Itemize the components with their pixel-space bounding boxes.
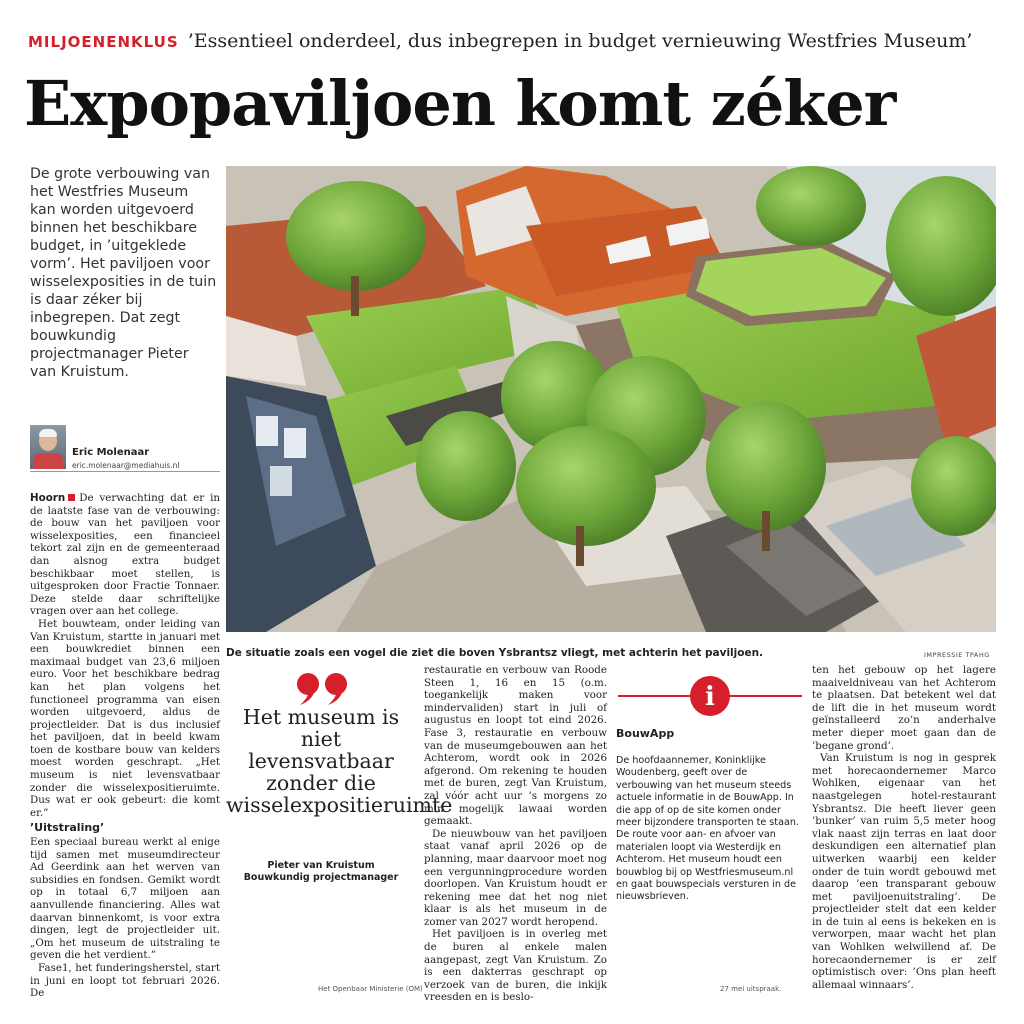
intro-text: De grote verbouwing van het Westfries Museum kan worden uitgevoerd binnen het beschikbare budget, in ’uitgeklede vorm’. Het paviljoen voor wisselexposities in de tuin is daar zéker bij inbegrepen. Dat zegt bouwkundig projectmanager Pieter van Kruistum. <box>30 166 217 380</box>
museum-impression-illustration <box>226 166 996 632</box>
dateline-place: Hoorn <box>30 492 66 504</box>
body-paragraph: Het bouwteam, onder leiding van Van Kruistum, startte in januari met een bouwkrediet binnen een maximaal budget van 23,6 miljoen euro. Voor het beschikbare bedrag kan het plan volgens het functioneel programma van eisen worden uitgevoerd, aldus de projectleider. Dat is dus inclusief het paviljoen, dat in beeld kwam toen de kostbare bouw van kelders moest worden geschrapt. „Het museum is niet levensvatbaar zonder die wisselexpositieruimte. Dus wat er ook gebeurt: die komt er.” <box>30 617 220 819</box>
author-name: Eric Molenaar <box>72 447 150 458</box>
quote-role: Bouwkundig projectmanager <box>243 872 399 883</box>
photo-caption: De situatie zoals een vogel die ziet die boven Ysbrantsz vliegt, met achterin het paviljoen. <box>226 647 764 659</box>
body-paragraph: De nieuwbouw van het paviljoen staat vanaf april 2026 op de planning, maar daarvoor moet nog een vergunningprocedure worden doorlopen. Van Kruistum houdt er rekening mee dat het nog niet klaar is als het museum in de zomer van 2027 wordt heropend. <box>424 827 607 928</box>
body-paragraph: Een speciaal bureau werkt al enige tijd samen met museumdirecteur Ad Geerdink aan het werven van subsidies en fondsen. Gemikt wordt op in totaal 6,7 miljoen aan aanvullende financiering. Alles wat daarvan binnenkomt, is voor extra dingen, legt de projectleider uit. „Om het museum de uitstraling te geven die het verdient.” <box>30 836 220 962</box>
info-icon <box>690 676 730 716</box>
body-paragraph: Van Kruistum is nog in gesprek met horecaondernemer Marco Wohlken, eigenaar van het naastgelegen hotel-restaurant Ysbrantsz. Die heeft liever geen ’bunker’ van ruim 5,5 meter hoog vlak naast zijn terras en laat door deskundigen een alternatief plan uitwerken waarbij een kelder onder de tuin wordt gebouwd met daarop ’een transparant gebouw met paviljoenuitstraling’. De projectleider stelt dat een kelder in de tuin al eens is bekeken en is verworpen, maar wacht het plan van Wohlken welwillend af. De horecaondernemer is er zelf optimistisch over: ’Ons plan heeft allemaal winnaars’. <box>812 752 996 991</box>
body-paragraph: ten het gebouw op het lagere maaiveldniveau van het Achterom te plaatsen. Dat betekent wel dat de lift die in het museum wordt geïnstalleerd zo’n anderhalve meter dieper moet gaan dan de ’begane grond’. <box>812 664 996 752</box>
body-paragraph: Fase1, het funderingsherstel, start in juni en loopt tot februari 2026. De <box>30 961 220 1000</box>
quote-text: Het museum is niet levensvatbaar zonder die wisselexpositieruimte <box>226 705 453 817</box>
body-paragraph: De verwachting dat er in de laatste fase van de verbouwing: de bouw van het paviljoen voor wisselexposities, een financieel tekort zal zijn en de gemeenteraad dan alsnog extra budget beschikbaar moet stellen, is uitgesproken door Fractie Tonnaer. Deze stelde daar schriftelijke vragen over aan het college. <box>30 492 220 618</box>
article-column-5 <box>812 664 996 991</box>
photo-credit: IMPRESSIE TPAHG <box>924 651 990 659</box>
body-paragraph: restauratie en verbouw van Roode Steen 1, 16 en 15 (o.m. toegankelijk maken voor mindervaliden) start in juli of augustus en loopt tot eind 2026. Fase 3, restauratie en verbouw van de museumgebouwen aan het Achterom, wordt ook in 2026 afgerond. Om rekening te houden met de buren, zegt Van Kruistum, zal vóór acht uur ’s morgens zo min mogelijk lawaai worden gemaakt. <box>424 664 607 828</box>
subheading: ’Uitstraling’ <box>30 821 105 835</box>
headline: Expopaviljoen komt zéker <box>24 67 896 140</box>
footer-teaser-right: 27 mei uitspraak. <box>720 985 782 993</box>
article-column-1 <box>30 492 220 1000</box>
kicker-tag: MILJOENENKLUS <box>28 33 179 51</box>
article-column-3 <box>424 664 607 1004</box>
article-photo <box>226 166 996 632</box>
quote-name: Pieter van Kruistum <box>267 860 375 871</box>
footer-teaser-left: Het Openbaar Ministerie (OM) <box>318 985 423 993</box>
author-byline <box>30 425 220 475</box>
author-divider <box>30 471 220 472</box>
kicker-subtitle: ’Essentieel onderdeel, dus inbegrepen in budget vernieuwing Westfries Museum’ <box>187 30 973 52</box>
quote-attribution <box>226 860 416 884</box>
info-box-text: De hoofdaannemer, Koninklijke Woudenberg, geeft over de verbouwing van het museum steeds actuele informatie in de BouwApp. In die app of op de site komen onder meer bijzondere transporten te staan. De route voor aan- en afvoer van materialen loopt via Westerdijk en Achterom. Het museum houdt een bouwblog bij op Westfriesmuseum.nl en gaat bouwspecials versturen in de nieuwsbrieven. <box>616 755 799 903</box>
kicker <box>28 30 1008 62</box>
author-email: eric.molenaar@mediahuis.nl <box>72 461 180 470</box>
author-photo <box>30 425 66 469</box>
info-symbol: i <box>705 682 715 712</box>
dateline-square-icon <box>68 494 75 501</box>
info-box-title: BouwApp <box>616 727 675 740</box>
body-paragraph: Het paviljoen is in overleg met de buren al enkele malen aangepast, zegt Van Kruistum. Zo is een dakterras geschrapt op verzoek van de buren, die inkijk vreesden en is beslo- <box>424 928 607 1004</box>
quote-marks-icon <box>292 672 352 706</box>
